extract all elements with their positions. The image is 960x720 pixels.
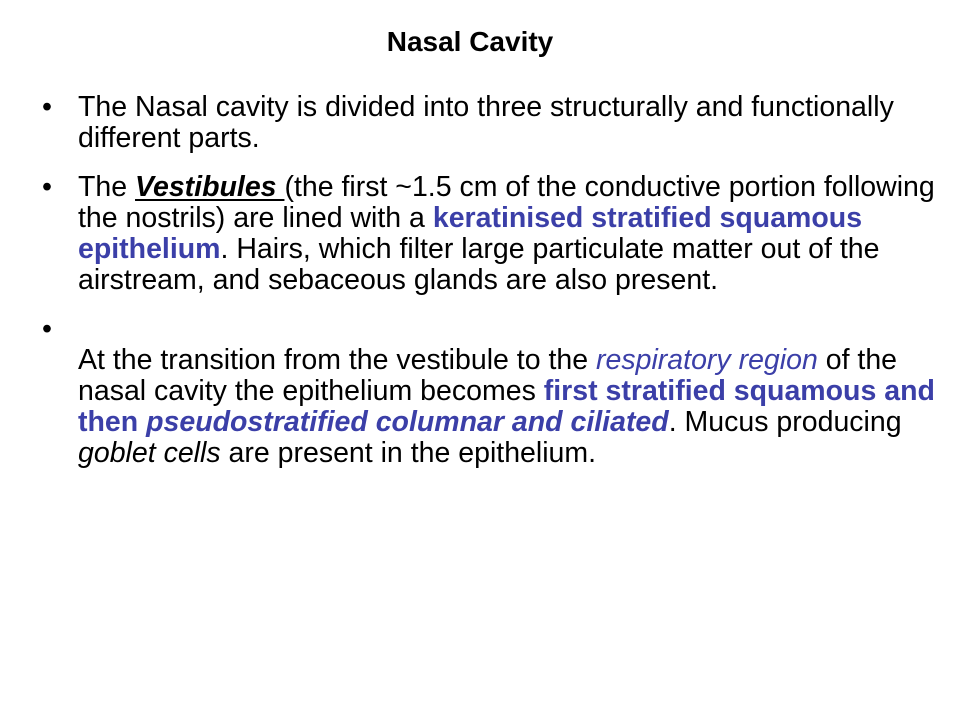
bullet-text-part [138,406,146,438]
bullet-dot-icon: • [42,313,52,345]
slide-title: Nasal Cavity [386,26,554,57]
bullet-list [42,92,952,487]
bullet-dot-icon: • [42,171,52,203]
bullet-item-1 [42,92,952,154]
bullet-text-part: are present in the epithelium. [220,437,597,469]
goblet-cells-term: goblet cells [78,437,221,469]
bullet-text: The Nasal cavity is divided into three structurally and functionally different parts. [78,91,894,154]
bullet-text-part: At the transition from the vestibule to the [78,344,597,376]
bullet-text-part: (the first ~1.5 cm of the conductive portion following the nostrils) are lined with a [78,171,935,234]
blank-line-spacer [78,314,952,345]
bullet-item-2 [42,172,952,296]
bullet-text-part: The [78,171,136,203]
keratinised-epithelium-term: keratinised stratified squamous epithelium [78,202,863,265]
bullet-item-3 [42,314,952,469]
vestibules-term: Vestibules [135,171,285,203]
bullet-dot-icon: • [42,91,52,123]
first-stratified-term: first stratified squamous and then [78,375,935,438]
respiratory-region-term: respiratory region [596,344,818,376]
bullet-text-part: . Hairs, which filter large particulate matter out of the airstream, and sebaceous glands are also present. [78,233,880,296]
bullet-text-part: of the nasal cavity the epithelium becomes [78,344,898,407]
bullet-text-part: . Mucus producing [668,406,902,438]
pseudostratified-term: pseudostratified columnar and ciliated [146,406,669,438]
